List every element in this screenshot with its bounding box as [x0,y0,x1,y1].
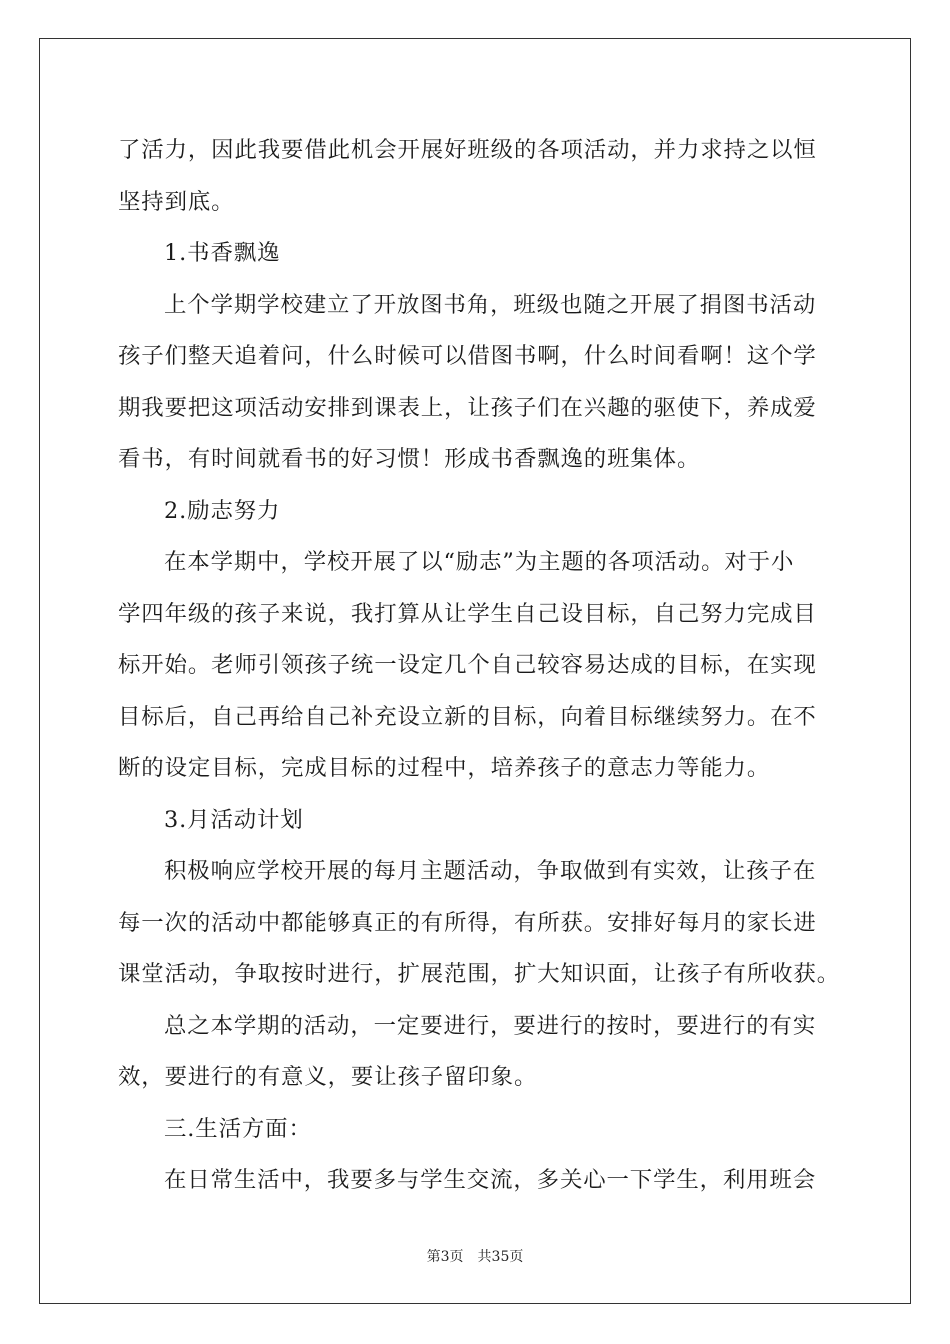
text-line: 在日常生活中，我要多与学生交流，多关心一下学生，利用班会 [164,1167,817,1193]
document-body [118,128,841,1210]
text-line: 在本学期中，学校开展了以“励志”为主题的各项活动。对于小 [164,549,795,575]
text-line: 了活力，因此我要借此机会开展好班级的各项活动，并力求持之以恒 [118,137,817,163]
text-line: 3.月活动计划 [164,806,304,833]
text-line: 目标后，自己再给自己补充设立新的目标，向着目标继续努力。在不 [118,703,817,730]
text-line: 学四年级的孩子来说，我打算从让学生自己设目标，自己努力完成目 [118,600,817,627]
text-line: 2.励志努力 [164,497,281,524]
text-line: 1.书香飘逸 [164,240,281,266]
text-line: 三.生活方面： [164,1115,312,1142]
text-line: 每一次的活动中都能够真正的有所得，有所获。安排好每月的家长进 [118,909,817,936]
text-line: 上个学期学校建立了开放图书角，班级也随之开展了捐图书活动 [164,291,817,318]
text-line: 效，要进行的有意义，要让孩子留印象。 [118,1064,538,1090]
text-line: 看书，有时间就看书的好习惯！形成书香飘逸的班集体。 [118,446,701,472]
text-line: 标开始。老师引领孩子统一设定几个自己较容易达成的目标，在实现 [118,652,817,678]
text-line: 课堂活动，争取按时进行，扩展范围，扩大知识面，让孩子有所收获。 [118,961,841,987]
text-line: 积极响应学校开展的每月主题活动，争取做到有实效，让孩子在 [164,858,817,884]
text-line: 孩子们整天追着问，什么时候可以借图书啊，什么时间看啊！这个学 [118,343,817,369]
text-line: 断的设定目标，完成目标的过程中，培养孩子的意志力等能力。 [118,755,771,781]
text-line: 期我要把这项活动安排到课表上，让孩子们在兴趣的驱使下，养成爱 [118,394,817,421]
text-line: 总之本学期的活动，一定要进行，要进行的按时，要进行的有实 [164,1012,817,1039]
text-line: 坚持到底。 [118,188,235,215]
page-footer: 第3页 共35页 [426,1249,524,1265]
